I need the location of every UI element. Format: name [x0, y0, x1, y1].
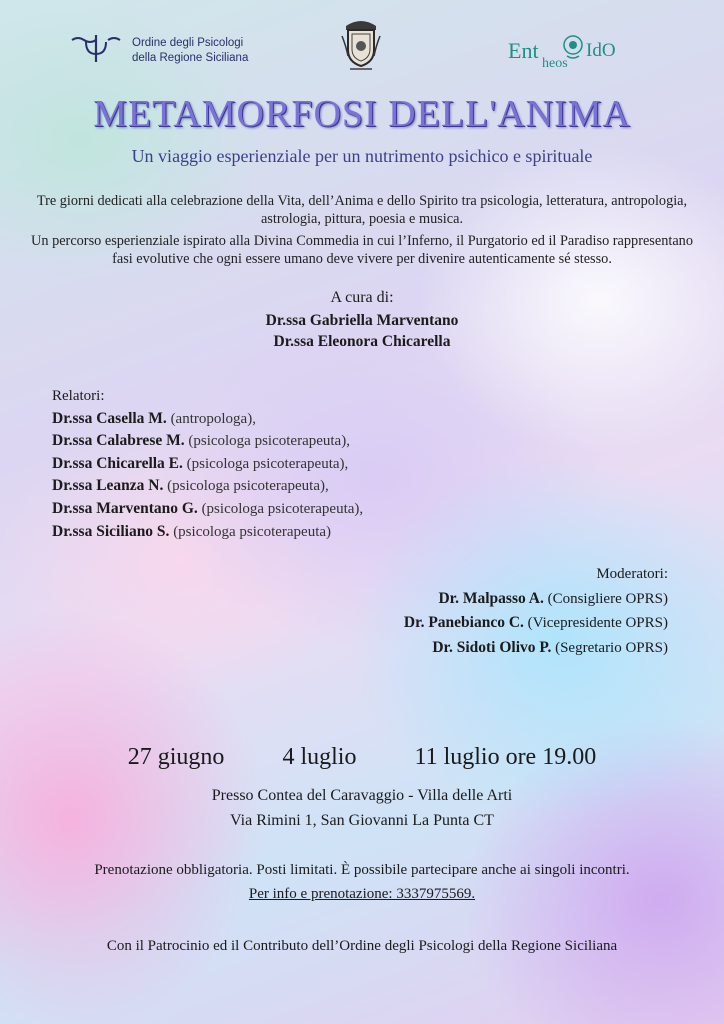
- speakers-label: Relatori:: [52, 388, 105, 404]
- speaker-name: Dr.ssa Casella M.: [52, 409, 167, 427]
- speaker-name: Dr.ssa Calabrese M.: [52, 432, 185, 450]
- entheos-part2: heos: [542, 56, 568, 71]
- crest-icon: [340, 16, 382, 74]
- intro-paragraph-1: Tre giorni dedicati alla celebrazione della Vita, dell’Anima e dello Spirito tra psicologia, letteratura, antropologia, astrologia, pittura, poesia e musica.: [36, 193, 688, 227]
- speaker-item: [52, 498, 552, 521]
- moderators-label: Moderatori:: [596, 566, 668, 582]
- speaker-item: [52, 521, 552, 544]
- opr-logo-line1: Ordine degli Psicologi: [132, 37, 244, 49]
- moderator-name: Dr. Panebianco C.: [403, 614, 524, 631]
- curator-name: Dr.ssa Gabriella Marventano: [265, 312, 459, 329]
- speaker-role: (psicologa psicoterapeuta): [173, 523, 332, 540]
- speaker-item: [52, 408, 552, 431]
- moderator-item: [248, 611, 668, 636]
- curator-name: Dr.ssa Eleonora Chicarella: [273, 333, 451, 350]
- entheos-part1: Ent: [508, 38, 539, 63]
- speaker-name: Dr.ssa Chicarella E.: [52, 454, 183, 472]
- speaker-name: Dr.ssa Leanza N.: [52, 477, 164, 495]
- intro-paragraph-2: Un percorso esperienziale ispirato alla Divina Commedia in cui l’Inferno, il Purgatorio ed il Paradiso rappresentano fasi evolutive che ogni essere umano deve vivere per divenire autenticamente sé stesso.: [31, 233, 693, 267]
- venue-name: Presso Contea del Caravaggio - Villa delle Arti: [211, 787, 513, 804]
- psi-logo-icon: [68, 32, 126, 64]
- event-dates: [0, 744, 724, 771]
- opr-logo-line2: della Regione Siciliana: [132, 52, 249, 64]
- speaker-role: (psicologa psicoterapeuta),: [167, 478, 329, 495]
- speaker-role: (psicologa psicoterapeuta),: [186, 455, 349, 472]
- date-1: 27 giugno: [127, 744, 225, 770]
- opr-logo: [68, 30, 268, 70]
- moderator-item: [248, 587, 668, 612]
- moderator-item: [248, 636, 668, 661]
- speaker-item: [52, 430, 552, 453]
- speaker-name: Dr.ssa Marventano G.: [52, 499, 198, 517]
- date-2: 4 luglio: [282, 744, 357, 770]
- speaker-role: (antropologa),: [170, 410, 256, 427]
- curators-label: A cura di:: [330, 289, 394, 306]
- date-3: 11 luglio ore 19.00: [414, 744, 597, 770]
- moderator-name: Dr. Malpasso A.: [438, 589, 544, 607]
- booking-contact-link[interactable]: Per info e prenotazione: 3337975569.: [248, 886, 476, 902]
- moderator-role: (Segretario OPRS): [555, 639, 668, 656]
- entheos-part3: IdO: [586, 40, 616, 61]
- subtitle: Un viaggio esperienziale per un nutrimento psichico e spirituale: [131, 146, 593, 166]
- speaker-item: [52, 475, 552, 498]
- speaker-role: (psicologa psicoterapeuta),: [188, 433, 350, 450]
- speaker-name: Dr.ssa Siciliano S.: [52, 522, 170, 540]
- moderator-role: (Vicepresidente OPRS): [527, 615, 668, 631]
- speakers-list: [52, 386, 552, 543]
- entheos-logo: [508, 34, 658, 74]
- speaker-role: (psicologa psicoterapeuta),: [201, 500, 364, 517]
- booking-note: Prenotazione obbligatoria. Posti limitati. È possibile partecipare anche ai singoli incontri.: [94, 862, 630, 878]
- entheos-emblem-icon: [562, 34, 584, 60]
- moderator-role: (Consigliere OPRS): [547, 590, 668, 607]
- speaker-item: [52, 453, 552, 476]
- moderator-name: Dr. Sidoti Olivo P.: [432, 638, 552, 656]
- page-title: METAMORFOSI DELL'ANIMA: [93, 93, 631, 135]
- venue-address: Via Rimini 1, San Giovanni La Punta CT: [230, 812, 494, 829]
- moderators-list: [248, 562, 668, 660]
- patronage-note: Con il Patrocinio ed il Contributo dell’Ordine degli Psicologi della Regione Siciliana: [106, 938, 618, 954]
